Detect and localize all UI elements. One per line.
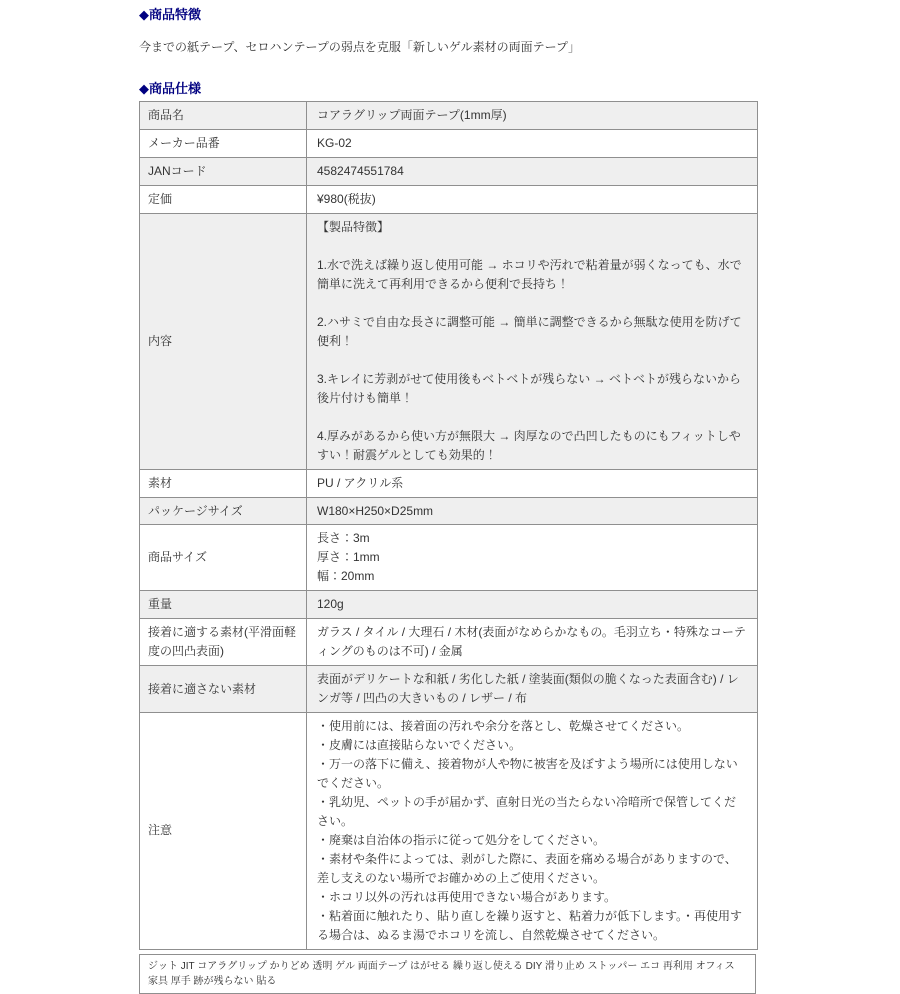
caution-line: ・皮膚には直接貼らないでください。 bbox=[317, 738, 522, 753]
spec-row-unsuitable-materials bbox=[140, 666, 758, 713]
spec-table bbox=[139, 101, 758, 949]
feature-description: 今までの紙テープ、セロハンテープの弱点を克服「新しいゲル素材の両面テープ」 bbox=[139, 39, 581, 54]
contents-paragraph: 3.キレイに芳剥がせて使用後もベトベトが残らない → ベトベトが残らないから後片付けも簡単！ bbox=[317, 371, 741, 405]
spec-row-contents bbox=[140, 214, 758, 470]
spec-label: 商品名 bbox=[140, 102, 307, 130]
contents-paragraph: 2.ハサミで自由な長さに調整可能 → 簡単に調整できるから無駄な使用を防げて便利！ bbox=[317, 314, 742, 348]
spec-row-suitable-materials bbox=[140, 619, 758, 666]
spec-value: 120g bbox=[307, 591, 758, 619]
caution-line: ・万一の落下に備え、接着物が人や物に被害を及ぼすよう場所には使用しないでください。 bbox=[317, 757, 738, 790]
spec-label: メーカー品番 bbox=[140, 130, 307, 158]
spec-row-weight bbox=[140, 591, 758, 619]
size-line: 厚さ：1mm bbox=[317, 550, 380, 565]
spec-row-material bbox=[140, 469, 758, 497]
spec-row-list-price bbox=[140, 186, 758, 214]
spec-row-product-size bbox=[140, 525, 758, 591]
contents-paragraph: 1.水で洗えば繰り返し使用可能 → ホコリや汚れで粘着量が弱くなっても、水で簡単に洗えて再利用できるから便利で長持ち！ bbox=[317, 257, 742, 291]
caution-line: ・粘着面に触れたり、貼り直しを繰り返すと、粘着力が低下します。・再使用する場合は、ぬるま湯でホコリを流し、自然乾燥させてください。 bbox=[317, 908, 743, 942]
spec-row-product-name bbox=[140, 102, 758, 130]
spec-label: 接着に適する素材(平滑面軽度の凹凸表面) bbox=[140, 619, 307, 666]
spec-value: ¥980(税抜) bbox=[307, 186, 758, 214]
spec-label: 素材 bbox=[140, 469, 307, 497]
spec-value: 4582474551784 bbox=[307, 158, 758, 186]
spec-label: パッケージサイズ bbox=[140, 497, 307, 525]
size-line: 幅：20mm bbox=[317, 569, 375, 584]
spec-row-cautions bbox=[140, 713, 758, 949]
spec-value: W180×H250×D25mm bbox=[307, 497, 758, 525]
spec-label: 定価 bbox=[140, 186, 307, 214]
spec-value: 表面がデリケートな和紙 / 劣化した紙 / 塗装面(類似の脆くなった表面含む) / レンガ等 / 凹凸の大きいもの / レザー / 布 bbox=[307, 666, 758, 713]
spec-label: 接着に適さない素材 bbox=[140, 666, 307, 713]
caution-line: ・乳幼児、ペットの手が届かず、直射日光の当たらない冷暗所で保管してください。 bbox=[317, 794, 737, 828]
spec-value: ガラス / タイル / 大理石 / 木材(表面がなめらかなもの。毛羽立ち・特殊なコーティングのものは不可) / 金属 bbox=[307, 619, 758, 666]
keyword-tags: ジット JIT コアラグリップ かりどめ 透明 ゲル 両面テープ はがせる 繰り返し使える DIY 滑り止め ストッパー エコ 再利用 オフィス 家具 厚手 跡が残らない 貼る bbox=[139, 954, 756, 994]
size-line: 長さ：3m bbox=[317, 531, 370, 546]
spec-label: 注意 bbox=[140, 713, 307, 949]
section-heading-specs: ◆商品仕様 bbox=[139, 80, 201, 96]
contents-paragraph: 4.厚みがあるから使い方が無限大 → 肉厚なので凸凹したものにもフィットしやすい！耐震ゲルとしても効果的！ bbox=[317, 428, 741, 462]
spec-label: 商品サイズ bbox=[140, 525, 307, 591]
spec-value: PU / アクリル系 bbox=[307, 469, 758, 497]
spec-value-size bbox=[307, 525, 758, 591]
content-area bbox=[139, 0, 758, 994]
spec-value-contents bbox=[307, 214, 758, 470]
spec-row-maker-code bbox=[140, 130, 758, 158]
spec-label: 内容 bbox=[140, 214, 307, 470]
section-heading-features: ◆商品特徴 bbox=[139, 7, 201, 22]
caution-line: ・廃棄は自治体の指示に従って処分をしてください。 bbox=[317, 832, 606, 847]
caution-line: ・ホコリ以外の汚れは再使用できない場合があります。 bbox=[317, 889, 617, 904]
spec-value: コアラグリップ両面テープ(1mm厚) bbox=[307, 102, 758, 130]
spec-label: JANコード bbox=[140, 158, 307, 186]
caution-line: ・素材や条件によっては、剥がした際に、表面を痛める場合がありますので、差し支えのない場所でお確かめの上ご使用ください。 bbox=[317, 851, 737, 885]
spec-label: 重量 bbox=[140, 591, 307, 619]
spec-row-package-size bbox=[140, 497, 758, 525]
spec-row-jan-code bbox=[140, 158, 758, 186]
spec-value-cautions bbox=[307, 713, 758, 949]
caution-line: ・使用前には、接着面の汚れや余分を落とし、乾燥させてください。 bbox=[317, 719, 690, 734]
contents-paragraph: 【製品特徴】 bbox=[317, 220, 390, 234]
spec-value: KG-02 bbox=[307, 130, 758, 158]
